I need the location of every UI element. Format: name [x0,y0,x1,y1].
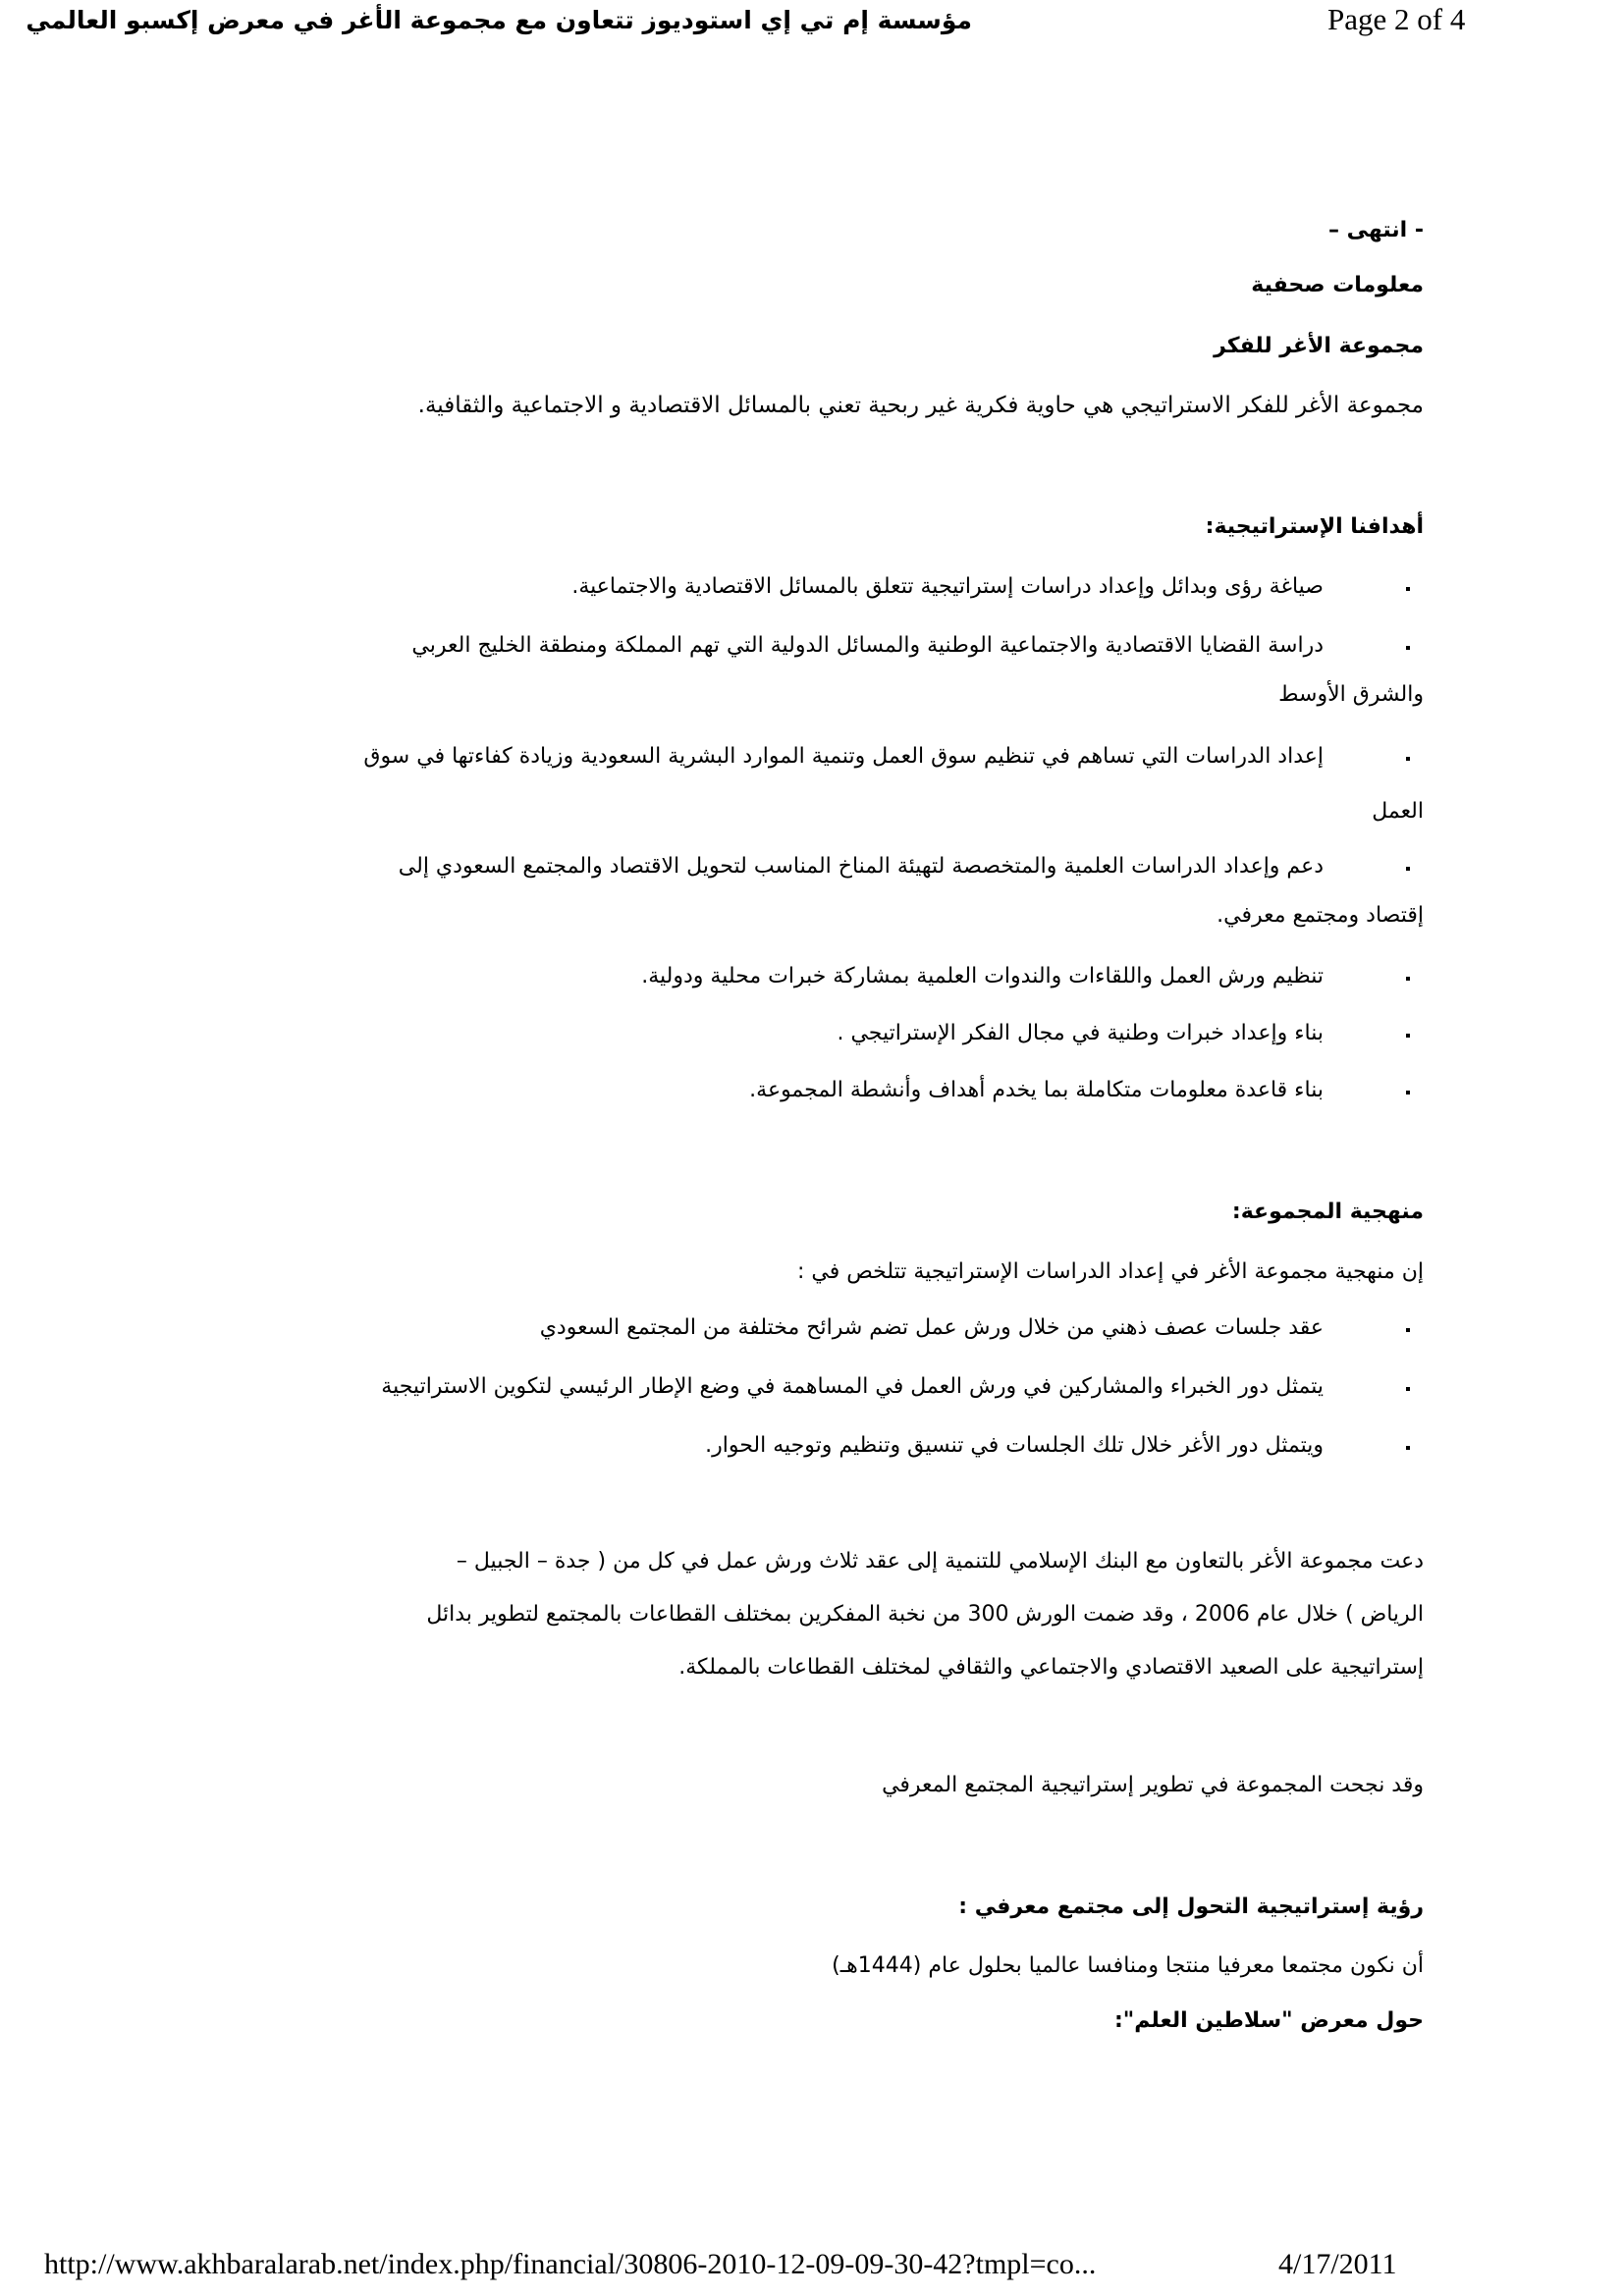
exhibit-heading: حول معرض "سلاطين العلم": [1113,2008,1424,2033]
workshops-line: الرياض ) خلال عام 2006 ، وقد ضمت الورش 300 من نخبة المفكرين بمختلف القطاعات بالمجتمع لتطوير بدائل [426,1602,1424,1627]
page-number: Page 2 of 4 [1327,2,1466,36]
press-info-heading: معلومات صحفية [1251,273,1424,297]
workshops-line: إستراتيجية على الصعيد الاقتصادي والاجتماعي والثقافي لمختلف القطاعات بالمملكة. [678,1655,1424,1680]
vision-heading: رؤية إستراتيجية التحول إلى مجتمع معرفي : [958,1895,1424,1919]
bullet-icon [1406,977,1410,981]
bullet-icon [1406,587,1410,591]
bullet-icon [1406,1446,1410,1450]
bullet-icon [1406,1387,1410,1391]
document-body: - انتهى – معلومات صحفية مجموعة الأغر للفكر مجموعة الأغر للفكر الاستراتيجي هي حاوية فكرية غير ربحية تعني بالمسائل الاقتصادية و الاجتماعية والثقافية. أهدافنا الإستراتيجية: صياغة رؤى وبدائل وإعداد دراسات إستراتيجية تتعلق بالمسائل الاقتصادية والاجتماعية. دراسة القضايا الاقتصادية والاجتماعية الوطنية والمسائل الدولية التي تهم المملكة ومنطقة الخليج العربي والشرق الأوسط إعداد الدراسات التي تساهم في تنظيم سوق العمل وتنمية الموارد البشرية السعودية وزيادة كفاءتها في سوق العمل دعم وإعداد الدراسات العلمية والمتخصصة لتهيئة المناخ المناسب لتحويل الاقتصاد والمجتمع السعودي إلى إقتصاد ومجتمع معرفي. تنظيم ورش العمل واللقاءات والندوات العلمية بمشاركة خبرات محلية ودولية. بناء وإعداد خبرات وطنية في مجال الفكر الإستراتيجي . بناء قاعدة معلومات متكاملة بما يخدم أهداف وأنشطة المجموعة. منهجية المجموعة: إن منهجية مجموعة الأغر في إعداد الدراسات الإستراتيجية تتلخص في : عقد جلسات عصف ذهني من خلال ورش عمل تضم شرائح مختلفة من المجتمع السعودي يتمثل دور الخبراء والمشاركين في ورش العمل في المساهمة في وضع الإطار الرئيسي لتكوين الاستراتيجية ويتمثل دور الأغر خلال تلك الجلسات في تنسيق وتنظيم وتوجيه الحوار. دعت مجموعة الأغر بالتعاون مع البنك الإسلامي للتنمية إلى عقد ثلاث ورش عمل في كل من ( جدة – الجبيل – الرياض ) خلال عام 2006 ، وقد ضمت الورش 300 من نخبة المفكرين بمختلف القطاعات بالمجتمع لتطوير بدائل إستراتيجية على الصعيد الاقتصادي والاجتماعي والثقافي لمختلف القطاعات بالمملكة. وقد نجحت المجموعة في تطوير إستراتيجية المجتمع المعرفي رؤية إستراتيجية التحول إلى مجتمع معرفي : أن نكون مجتمعا معرفيا منتجا ومنافسا عالميا بحلول عام (1444هـ) حول معرض "سلاطين العلم": [363,218,1424,2033]
bullet-icon [1406,757,1410,761]
document-header-title: مؤسسة إم تي إي استوديوز تتعاون مع مجموعة الأغر في معرض إكسبو العالمي [26,6,972,34]
success-text: وقد نجحت المجموعة في تطوير إستراتيجية المجتمع المعرفي [882,1773,1424,1797]
print-date: 4/17/2011 [1278,2248,1397,2280]
bullet-icon [1406,646,1410,650]
end-mark: - انتهى – [1327,218,1424,242]
vision-text: أن نكون مجتمعا معرفيا منتجا ومنافسا عالميا بحلول عام (1444هـ) [832,1953,1424,1978]
bullet-icon [1406,867,1410,871]
workshops-line: دعت مجموعة الأغر بالتعاون مع البنك الإسلامي للتنمية إلى عقد ثلاث ورش عمل في كل من ( جدة – الجبيل – [456,1549,1424,1574]
bullet-icon [1406,1328,1410,1332]
bullet-icon [1406,1034,1410,1038]
goals-heading: أهدافنا الإستراتيجية: [1205,514,1424,539]
bullet-icon [1406,1091,1410,1095]
source-url: http://www.akhbaralarab.net/index.php/financial/30806-2010-12-09-09-30-42?tmpl=co... [44,2248,1097,2280]
method-heading: منهجية المجموعة: [1231,1200,1424,1224]
group-description: مجموعة الأغر للفكر الاستراتيجي هي حاوية فكرية غير ربحية تعني بالمسائل الاقتصادية و الاجتماعية والثقافية. [417,393,1424,418]
group-heading: مجموعة الأغر للفكر [1214,334,1424,358]
method-intro: إن منهجية مجموعة الأغر في إعداد الدراسات الإستراتيجية تتلخص في : [796,1259,1424,1284]
